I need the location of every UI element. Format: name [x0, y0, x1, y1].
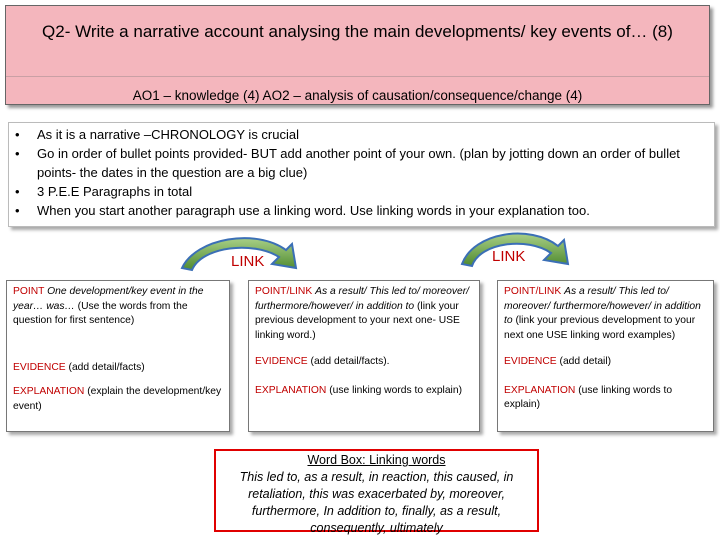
explanation-section: EXPLANATION (explain the development/key event) — [13, 386, 222, 412]
point-section: POINT/LINK As a result/ This led to/ moreover/ furthermore/however/ in addition to (link your previous development to your next one USE linking word examples) — [504, 286, 701, 341]
bullet-icon: • — [15, 203, 20, 218]
evidence-section: EVIDENCE (add detail) — [504, 356, 612, 367]
pee-box-1 — [6, 280, 230, 432]
instruction-item: • Go in order of bullet points provided- BUT add another point of your own. (plan by jotting down an order of bullet points- the dates in the question are a big clue) — [15, 146, 680, 180]
bullet-icon: • — [15, 184, 20, 199]
bullet-icon: • — [15, 127, 20, 142]
instructions-box — [8, 122, 715, 227]
instruction-item: • When you start another paragraph use a linking word. Use linking words in your explanation too. — [15, 203, 590, 218]
explanation-section: EXPLANATION (use linking words to explain) — [255, 384, 462, 396]
word-box — [214, 449, 539, 535]
header-divider — [6, 76, 709, 77]
evidence-section: EVIDENCE (add detail/facts) — [13, 361, 145, 373]
question-title: Q2- Write a narrative account analysing the main developments/ key events of… (8) — [42, 22, 673, 41]
pee-box-3 — [497, 280, 714, 432]
bullet-icon: • — [15, 146, 20, 161]
word-box-body: This led to, as a result, in reaction, this caused, in retaliation, this was exacerbated by, moreover, furthermore, In addition to, finally, as a result, consequently, ultimately — [239, 470, 514, 535]
question-header — [5, 5, 710, 105]
word-box-title: Word Box: Linking words — [307, 453, 446, 467]
link-label-right: LINK — [492, 248, 526, 265]
pee-box-2 — [248, 280, 480, 432]
link-label-left: LINK — [231, 253, 265, 270]
point-section: POINT/LINK As a result/ This led to/ moreover/ furthermore/however/ in addition to (link your previous development to your next one- USE linking word.) — [255, 286, 470, 341]
instruction-list — [9, 123, 714, 220]
explanation-section: EXPLANATION (use linking words to explain) — [504, 384, 673, 410]
point-section: POINT One development/key event in the year… was… (Use the words from the question for first sentence) — [13, 286, 204, 326]
instruction-item: • As it is a narrative –CHRONOLOGY is crucial — [15, 127, 299, 142]
evidence-section: EVIDENCE (add detail/facts). — [255, 356, 390, 367]
instruction-item: • 3 P.E.E Paragraphs in total — [15, 184, 193, 199]
assessment-objectives: AO1 – knowledge (4) AO2 – analysis of causation/consequence/change (4) — [132, 88, 583, 103]
